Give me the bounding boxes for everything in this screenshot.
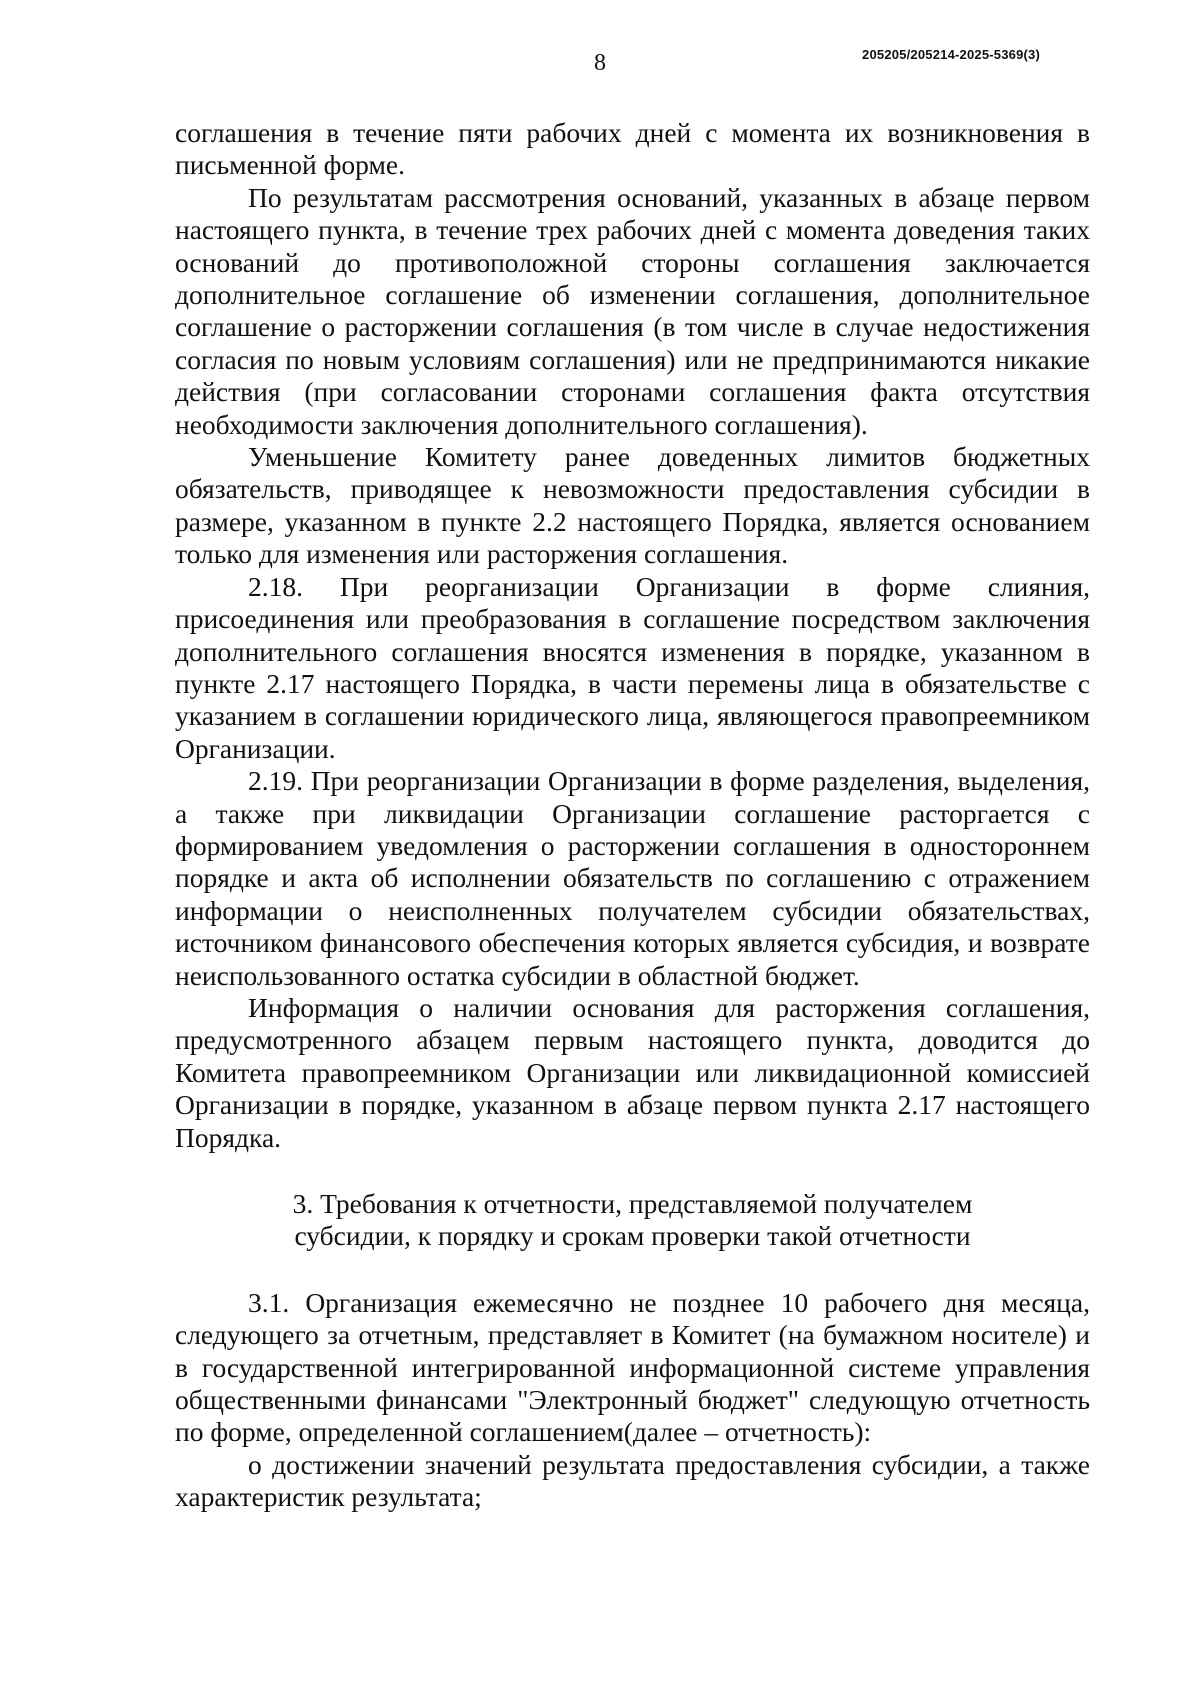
section-heading	[175, 1188, 1090, 1253]
paragraph: соглашения в течение пяти рабочих дней с момента их возникновения в письменной форме.	[175, 117, 1090, 181]
section-heading-line: субсидии, к порядку и срокам проверки такой отчетности	[294, 1220, 971, 1252]
paragraph-clause-2-18: 2.18. При реорганизации Организации в форме слияния, присоединения или преобразования в соглашение посредством заключения дополнительного соглашения вносятся изменения в порядке, указанном в пункте 2.17 настоящего Порядка, в части перемены лица в обязательстве с указанием в соглашении юридического лица, являющегося правопреемником Организации.	[175, 570, 1090, 764]
paragraph: Информация о наличии основания для расторжения соглашения, предусмотренного абзацем первым настоящего пункта, доводится до Комитета правопреемником Организации или ликвидационной комиссией Организации в порядке, указанном в абзаце первом пункта 2.17 настоящего Порядка.	[175, 991, 1090, 1153]
paragraph: о достижении значений результата предоставления субсидии, а также характеристик результата;	[175, 1448, 1090, 1513]
section-heading-line: 3. Требования к отчетности, представляемой получателем	[292, 1188, 973, 1219]
page-number: 8	[594, 50, 606, 76]
document-registration-code: 205205/205214-2025-5369(3)	[862, 47, 1040, 62]
paragraph: По результатам рассмотрения оснований, указанных в абзаце первом настоящего пункта, в течение трех рабочих дней с момента доведения таких оснований до противоположной стороны соглашения заключается дополнительное соглашение об изменении соглашения, дополнительное соглашение о расторжении соглашения (в том числе в случае недостижения согласия по новым условиям соглашения) или не предпринимаются никакие действия (при согласовании сторонами соглашения факта отсутствия необходимости заключения дополнительного соглашения).	[175, 181, 1090, 440]
paragraph-clause-3-1: 3.1. Организация ежемесячно не позднее 10 рабочего дня месяца, следующего за отчетным, представляет в Комитет (на бумажном носителе) и в государственной интегрированной информационной системе управления общественными финансами "Электронный бюджет" следующую отчетность по форме, определенной соглашением(далее – отчетность):	[175, 1286, 1090, 1448]
document-body	[175, 117, 1090, 1514]
paragraph-clause-2-19: 2.19. При реорганизации Организации в форме разделения, выделения, а также при ликвидации Организации соглашение расторгается с формированием уведомления о расторжении соглашения в одностороннем порядке и акта об исполнении обязательств по соглашению с отражением информации о неисполненных получателем субсидии обязательствах, источником финансового обеспечения которых является субсидия, и возврате неиспользованного остатка субсидии в областной бюджет.	[175, 765, 1090, 991]
paragraph: Уменьшение Комитету ранее доведенных лимитов бюджетных обязательств, приводящее к невозможности предоставления субсидии в размере, указанном в пункте 2.2 настоящего Порядка, является основанием только для изменения или расторжения соглашения.	[175, 441, 1090, 570]
